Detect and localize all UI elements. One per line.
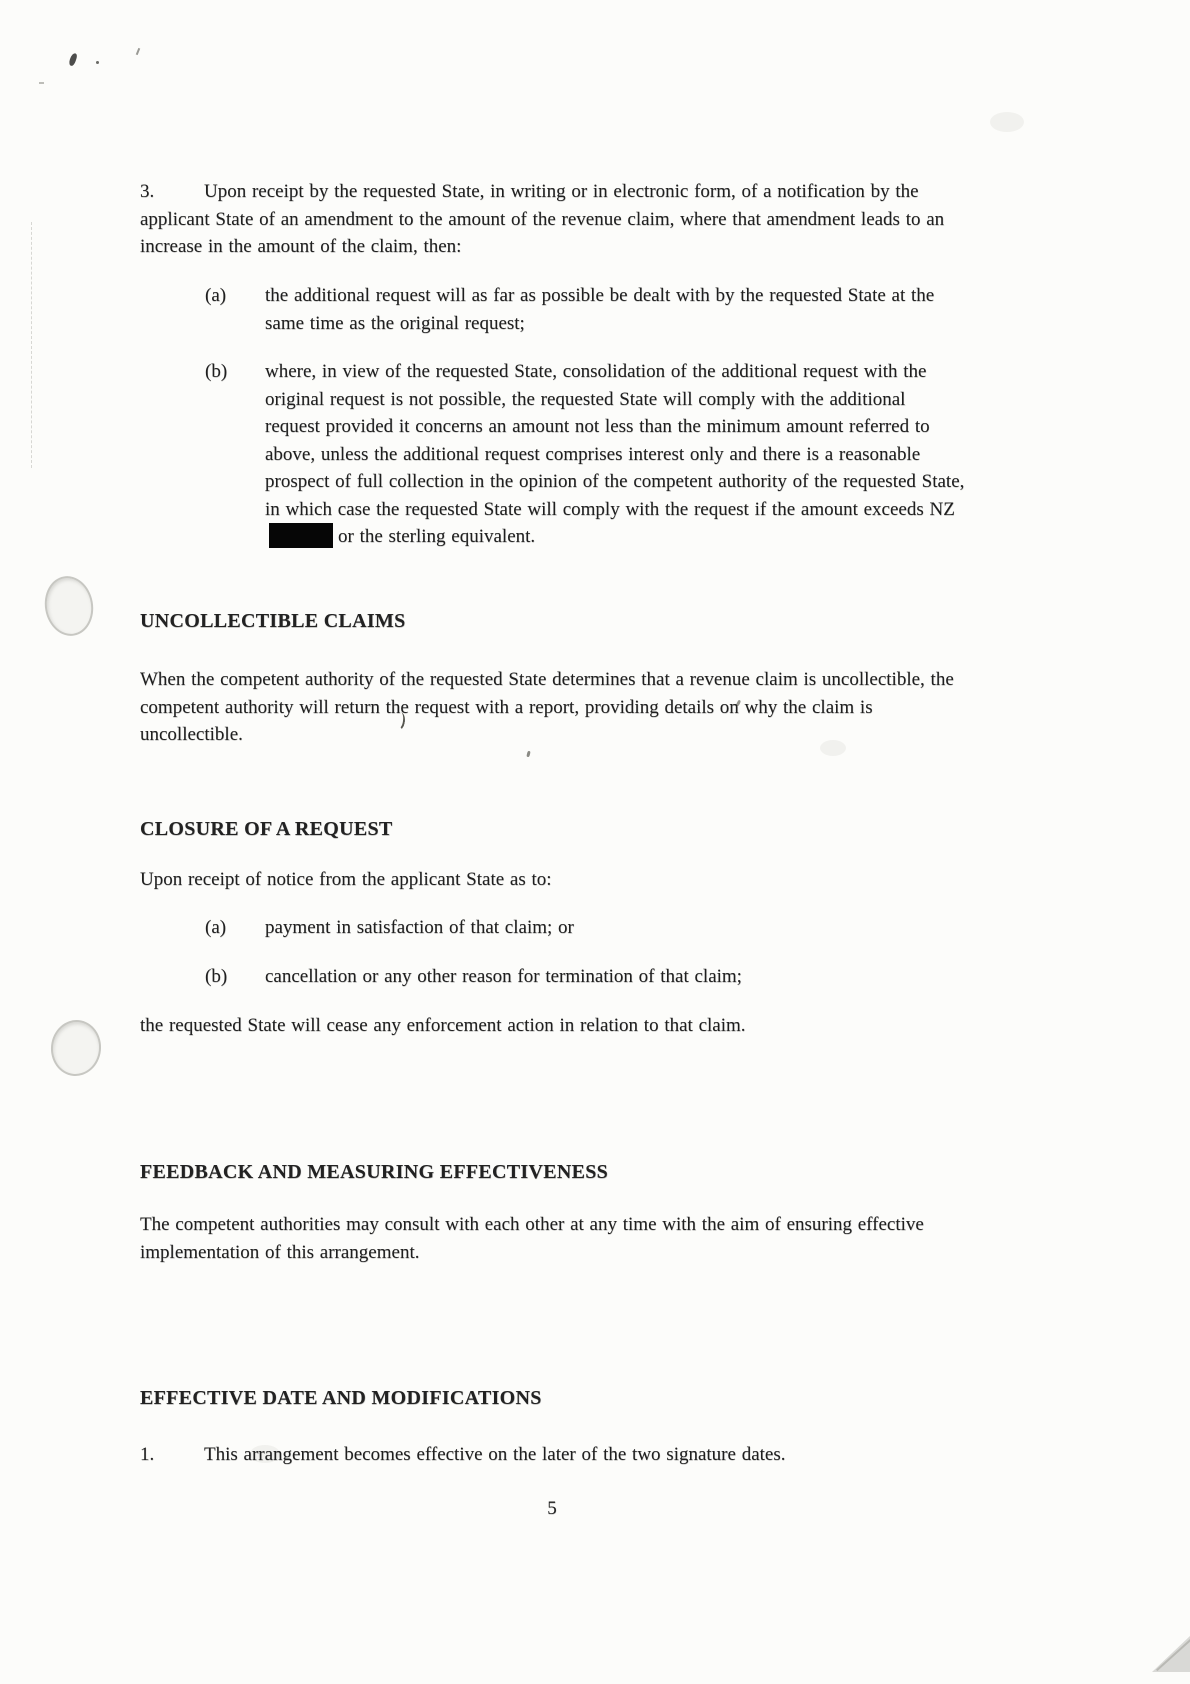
feedback-body: The competent authorities may consult with each other at any time with the aim of ensuring effective implementation of this arrangement. (140, 1214, 924, 1263)
item-a-label: (a) (205, 285, 227, 306)
scan-smudge (990, 112, 1024, 132)
item-b-text-after: or the sterling equivalent. (338, 526, 536, 547)
uncollectible-claims-body: When the competent authority of the requested State determines that a revenue claim is uncollectible, the competent authority will return the request with a report, providing details on why the claim is uncollectible. (140, 669, 954, 745)
hole-punch-mark-top (40, 572, 98, 639)
closure-item-a (205, 914, 965, 942)
hole-punch-mark-bottom (48, 1018, 104, 1079)
closure-item-b-text: cancellation or any other reason for termination of that claim; (265, 966, 742, 987)
item-b-text (265, 358, 965, 551)
redaction-box (269, 523, 333, 548)
paragraph-3-item-a (205, 282, 965, 337)
ink-dash (39, 82, 44, 84)
closure-item-a-text: payment in satisfaction of that claim; or (265, 917, 574, 938)
item-a-text: the additional request will as far as possible be dealt with by the requested State at the same time as the original request; (265, 285, 935, 334)
heading-feedback: FEEDBACK AND MEASURING EFFECTIVENESS (140, 1161, 609, 1183)
effective-date-item-number: 1. (140, 1444, 155, 1465)
closure-item-b-label: (b) (205, 966, 228, 987)
closure-item-b (205, 963, 965, 991)
page-number: 5 (547, 1498, 557, 1519)
ink-mark (68, 52, 78, 66)
effective-date-item-1 (140, 1441, 964, 1469)
paragraph-3-item-b (205, 358, 965, 551)
ink-dot (96, 61, 99, 64)
paragraph-3-number: 3. (140, 181, 155, 202)
paragraph-3-text: Upon receipt by the requested State, in writing or in electronic form, of a notification by the applicant State of an amendment to the amount of the revenue claim, where that amendment leads to an increase in the amount of the claim, then: (140, 181, 945, 257)
scan-fold-line (31, 222, 32, 468)
scan-noise-speckles (0, 0, 1, 1)
paragraph-3 (140, 178, 964, 261)
item-b-label: (b) (205, 361, 228, 382)
heading-effective-date: EFFECTIVE DATE AND MODIFICATIONS (140, 1387, 542, 1409)
closure-item-a-label: (a) (205, 917, 227, 938)
effective-date-item-text: This arrangement becomes effective on the later of the two signature dates. (204, 1444, 786, 1465)
stray-mark (526, 751, 530, 758)
closure-intro: Upon receipt of notice from the applicant State as to: (140, 869, 552, 890)
item-b-text-before: where, in view of the requested State, consolidation of the additional request with the original request is not possible, the requested State will comply with the additional request provided it concerns an amount not less than the minimum amount referred to above, unless the additional request comprises interest only and there is a reasonable prospect of full collection in the opinion of the competent authority of the requested State, in which case the requested State will comply with the request if the amount exceeds NZ (265, 361, 965, 520)
closure-outro: the requested State will cease any enforcement action in relation to that claim. (140, 1015, 746, 1036)
heading-uncollectible-claims: UNCOLLECTIBLE CLAIMS (140, 610, 406, 632)
ink-tick (136, 48, 140, 55)
heading-closure-of-a-request: CLOSURE OF A REQUEST (140, 818, 393, 840)
